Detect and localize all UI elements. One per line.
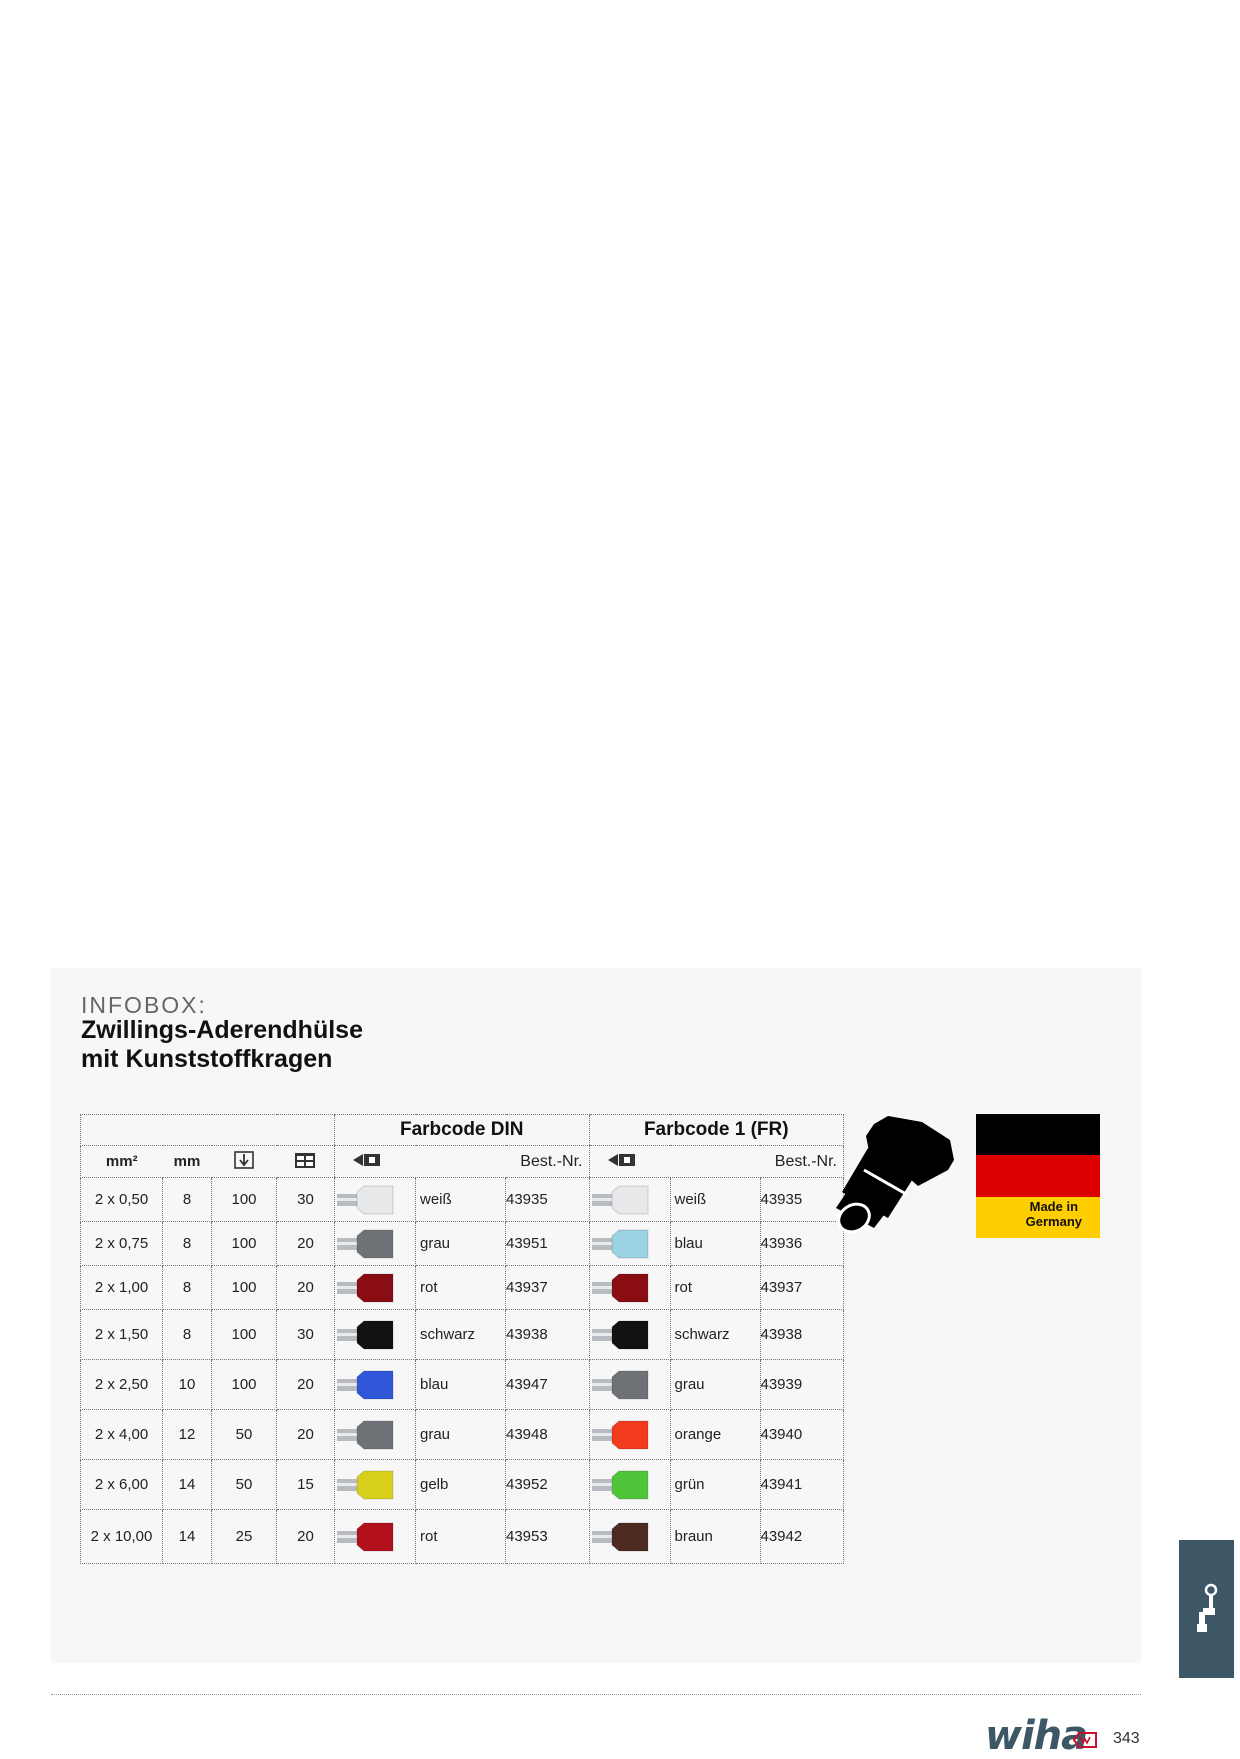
cell-din-nr: 43951: [506, 1222, 590, 1266]
column-header-mm: mm: [163, 1146, 212, 1178]
cell-din-swatch: [335, 1178, 416, 1222]
cell-box-qty: 20: [277, 1510, 335, 1564]
table-row: [81, 1360, 844, 1410]
cell-din-color: grau: [416, 1410, 506, 1460]
twin-ferrule-illustration: [826, 1112, 956, 1238]
cell-din-nr: 43952: [506, 1460, 590, 1510]
cell-din-nr: 43937: [506, 1266, 590, 1310]
flag-stripe-red: [976, 1155, 1100, 1196]
ferrule-swatch-icon: [337, 1271, 395, 1305]
table-column-header: [81, 1146, 844, 1178]
ferrule-swatch-icon: [337, 1418, 395, 1452]
cell-size: 2 x 10,00: [81, 1510, 163, 1564]
cell-pack-qty: 50: [212, 1460, 277, 1510]
cell-length: 14: [163, 1460, 212, 1510]
ferrule-swatch-icon: [337, 1520, 395, 1554]
cell-din-nr: 43935: [506, 1178, 590, 1222]
ferrule-swatch-icon: [337, 1368, 395, 1402]
infobox-title: [81, 1016, 363, 1074]
cell-din-nr: 43948: [506, 1410, 590, 1460]
cell-length: 8: [163, 1310, 212, 1360]
cell-box-qty: 30: [277, 1178, 335, 1222]
cell-din-swatch: [335, 1266, 416, 1310]
cell-fr-color: braun: [670, 1510, 760, 1564]
cell-din-swatch: [335, 1410, 416, 1460]
cell-fr-color: weiß: [670, 1178, 760, 1222]
cell-pack-qty: 100: [212, 1266, 277, 1310]
table-row: [81, 1222, 844, 1266]
cell-size: 2 x 2,50: [81, 1360, 163, 1410]
cell-din-swatch: [335, 1460, 416, 1510]
ferrule-swatch-icon: [592, 1368, 650, 1402]
cell-din-swatch: [335, 1310, 416, 1360]
table-row: [81, 1178, 844, 1222]
cell-size: 2 x 1,50: [81, 1310, 163, 1360]
column-header-best-nr-din: Best.-Nr.: [506, 1146, 590, 1178]
crimp-tool-icon: [353, 1152, 383, 1168]
cell-length: 12: [163, 1410, 212, 1460]
cell-din-color: gelb: [416, 1460, 506, 1510]
brand-logo: wiha: [985, 1713, 1088, 1759]
table-group-header: [81, 1115, 844, 1146]
cell-fr-color: schwarz: [670, 1310, 760, 1360]
ferrule-swatch-icon: [592, 1183, 650, 1217]
cell-fr-nr: 43941: [760, 1460, 844, 1510]
product-table: [80, 1114, 844, 1564]
ferrule-swatch-icon: [592, 1271, 650, 1305]
ferrule-swatch-icon: [337, 1227, 395, 1261]
cell-size: 2 x 0,75: [81, 1222, 163, 1266]
cell-pack-qty: 100: [212, 1310, 277, 1360]
cell-box-qty: 15: [277, 1460, 335, 1510]
cell-box-qty: 20: [277, 1222, 335, 1266]
cell-din-swatch: [335, 1510, 416, 1564]
cell-size: 2 x 0,50: [81, 1178, 163, 1222]
box-quantity-icon: [294, 1150, 316, 1170]
chapter-side-tab[interactable]: [1179, 1540, 1234, 1678]
group-header-fr: Farbcode 1 (FR): [589, 1115, 844, 1146]
cell-fr-color: grün: [670, 1460, 760, 1510]
cell-din-color: rot: [416, 1510, 506, 1564]
ferrule-swatch-icon: [337, 1468, 395, 1502]
cell-size: 2 x 6,00: [81, 1460, 163, 1510]
ferrule-swatch-icon: [337, 1318, 395, 1352]
cell-pack-qty: 100: [212, 1178, 277, 1222]
cell-din-color: blau: [416, 1360, 506, 1410]
cell-din-nr: 43938: [506, 1310, 590, 1360]
cell-fr-nr: 43940: [760, 1410, 844, 1460]
cell-length: 14: [163, 1510, 212, 1564]
ferrule-swatch-icon: [592, 1318, 650, 1352]
cell-fr-swatch: [589, 1222, 670, 1266]
cell-box-qty: 20: [277, 1410, 335, 1460]
cell-fr-nr: 43937: [760, 1266, 844, 1310]
cell-length: 8: [163, 1266, 212, 1310]
cell-fr-nr: 43936: [760, 1222, 844, 1266]
cell-din-nr: 43953: [506, 1510, 590, 1564]
cell-fr-nr: 43942: [760, 1510, 844, 1564]
ferrule-swatch-icon: [337, 1183, 395, 1217]
cell-fr-swatch: [589, 1410, 670, 1460]
cable-ferrule-icon: [1179, 1540, 1234, 1678]
flag-stripe-black: [976, 1114, 1100, 1155]
cell-size: 2 x 4,00: [81, 1410, 163, 1460]
cell-fr-color: grau: [670, 1360, 760, 1410]
cell-length: 8: [163, 1178, 212, 1222]
infobox-title-line1: Zwillings-Aderendhülse: [81, 1016, 363, 1044]
cell-size: 2 x 1,00: [81, 1266, 163, 1310]
cell-din-swatch: [335, 1360, 416, 1410]
table-row: [81, 1310, 844, 1360]
cell-fr-swatch: [589, 1310, 670, 1360]
pack-quantity-icon: [233, 1150, 255, 1170]
cell-fr-color: blau: [670, 1222, 760, 1266]
crimp-tool-icon: [608, 1152, 638, 1168]
cell-din-nr: 43947: [506, 1360, 590, 1410]
cell-fr-color: rot: [670, 1266, 760, 1310]
cell-length: 10: [163, 1360, 212, 1410]
table-row: [81, 1410, 844, 1460]
cell-din-color: grau: [416, 1222, 506, 1266]
cell-pack-qty: 100: [212, 1360, 277, 1410]
ferrule-swatch-icon: [592, 1418, 650, 1452]
infobox-title-line2: mit Kunststoffkragen: [81, 1045, 333, 1073]
cell-box-qty: 20: [277, 1360, 335, 1410]
cell-box-qty: 20: [277, 1266, 335, 1310]
ferrule-swatch-icon: [592, 1520, 650, 1554]
footer-divider: [51, 1694, 1141, 1695]
cell-fr-swatch: [589, 1460, 670, 1510]
column-header-best-nr-fr: Best.-Nr.: [760, 1146, 844, 1178]
brand-logo-badge-icon: [1072, 1731, 1098, 1749]
cell-fr-nr: 43938: [760, 1310, 844, 1360]
column-header-mm2: mm²: [81, 1146, 163, 1178]
cell-box-qty: 30: [277, 1310, 335, 1360]
cell-din-color: schwarz: [416, 1310, 506, 1360]
cell-fr-nr: 43939: [760, 1360, 844, 1410]
ferrule-swatch-icon: [592, 1468, 650, 1502]
cell-fr-swatch: [589, 1178, 670, 1222]
table-row: [81, 1266, 844, 1310]
cell-length: 8: [163, 1222, 212, 1266]
cell-fr-swatch: [589, 1510, 670, 1564]
table-row: [81, 1510, 844, 1564]
cell-fr-swatch: [589, 1266, 670, 1310]
made-in-germany-flag: [976, 1114, 1100, 1238]
cell-pack-qty: 100: [212, 1222, 277, 1266]
cell-din-swatch: [335, 1222, 416, 1266]
cell-fr-swatch: [589, 1360, 670, 1410]
made-in-germany-text: Made in Germany: [1025, 1199, 1082, 1229]
cell-din-color: rot: [416, 1266, 506, 1310]
cell-din-color: weiß: [416, 1178, 506, 1222]
cell-fr-color: orange: [670, 1410, 760, 1460]
cell-fr-nr: 43935: [760, 1178, 844, 1222]
page-number: 343: [1113, 1730, 1140, 1747]
infobox-label: INFOBOX:: [81, 992, 207, 1018]
table-row: [81, 1460, 844, 1510]
group-header-din: Farbcode DIN: [335, 1115, 590, 1146]
cell-pack-qty: 50: [212, 1410, 277, 1460]
cell-pack-qty: 25: [212, 1510, 277, 1564]
ferrule-swatch-icon: [592, 1227, 650, 1261]
